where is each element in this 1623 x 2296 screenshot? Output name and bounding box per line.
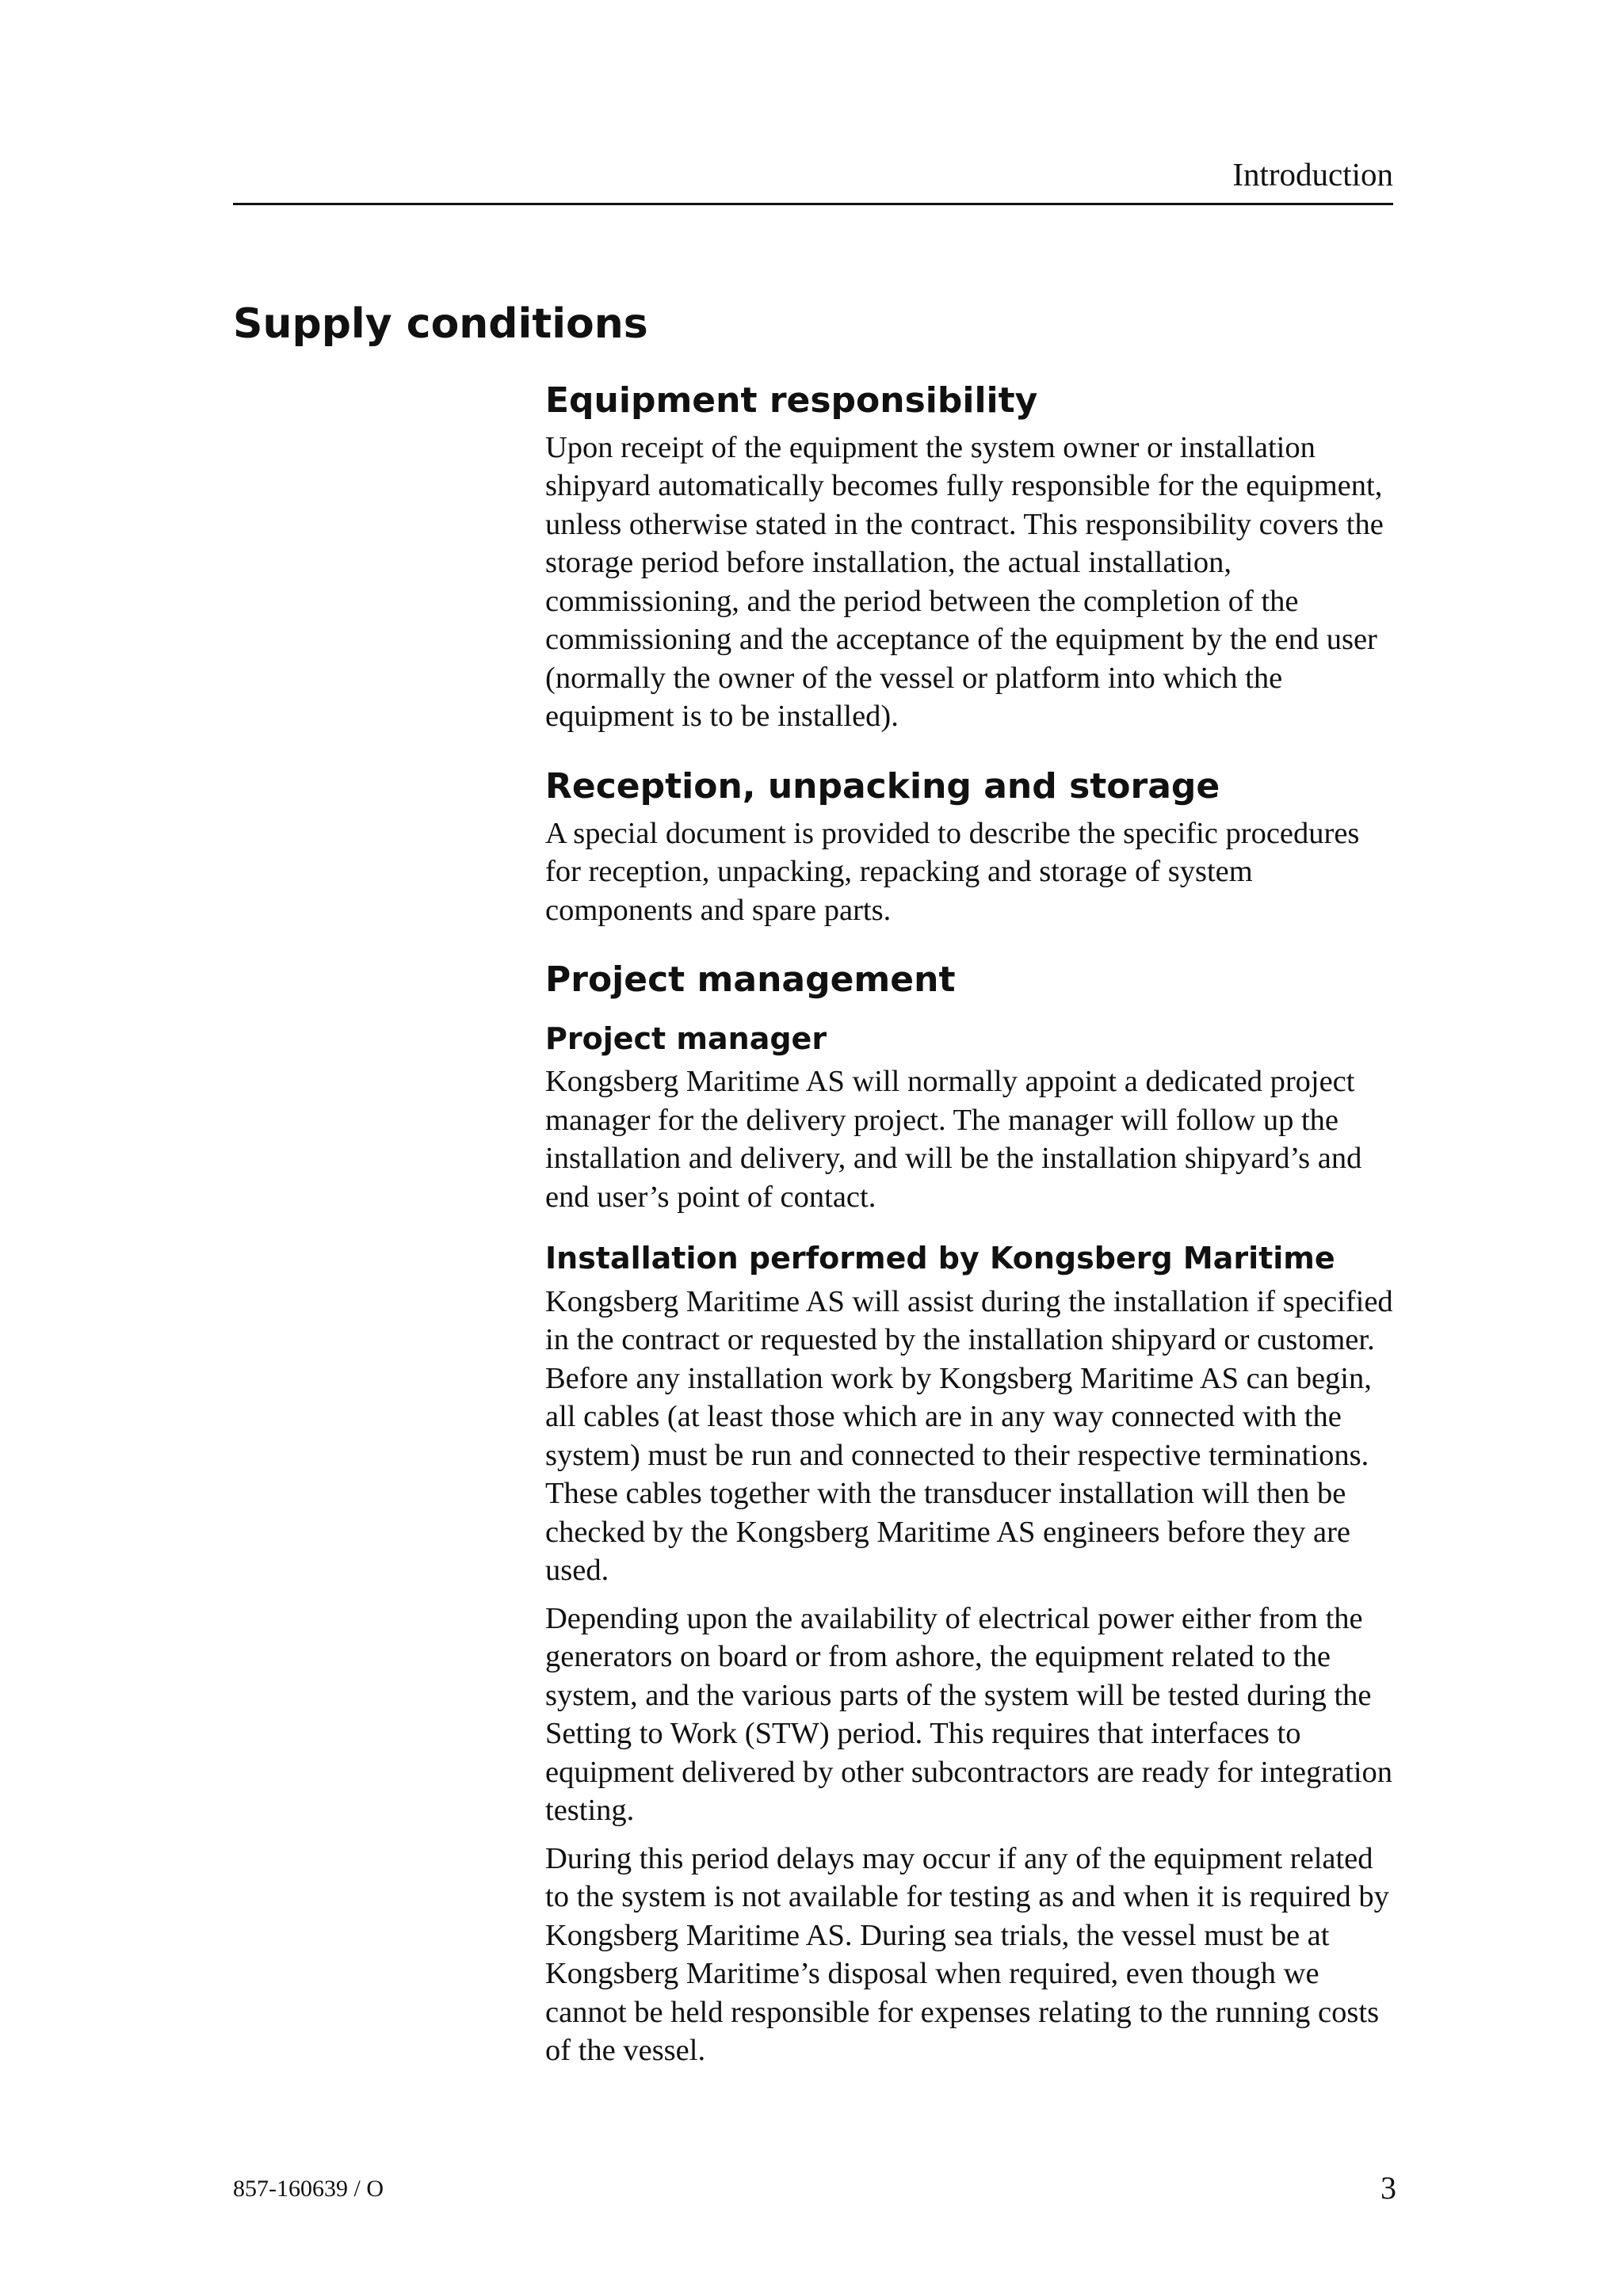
installation-paragraph-3: During this period delays may occur if any of the equipment related to the system is not available for testing as and when it is required by Kongsberg Maritime AS. During sea trials, the vessel must be at Kongsberg Maritime’s disposal when required, even though we cannot be held responsible for expenses relating to the running costs of the vessel. xyxy=(545,1841,1389,2068)
equipment-responsibility-heading: Equipment responsibility xyxy=(545,380,1038,421)
project-management-heading: Project management xyxy=(545,959,956,1001)
header-title: Introduction xyxy=(1232,156,1393,193)
content-column xyxy=(545,380,1397,2080)
installation-paragraph-1: Kongsberg Maritime AS will assist during the installation if specified in the contract or requested by the installation shipyard or customer. Before any installation work by Kongsberg Maritime AS can begin, all cables (at least those which are in any way connected with the system) must be run and connected to their respective terminations. These cables together with the transducer installation will then be checked by the Kongsberg Maritime AS engineers before they are used. xyxy=(545,1284,1393,1588)
page-number: 3 xyxy=(1381,2170,1396,2206)
reception-body: A special document is provided to describe the specific procedures for reception, unpacking, repacking and storage of system components and spare parts. xyxy=(545,816,1360,927)
document-number: 857-160639 / O xyxy=(233,2176,384,2202)
project-manager-heading: Project manager xyxy=(545,1020,827,1056)
project-manager-body: Kongsberg Maritime AS will normally appoint a dedicated project manager for the delivery project. The manager will follow up the installation and delivery, and will be the installation shipyard’s and end user’s point of contact. xyxy=(545,1065,1362,1214)
running-header xyxy=(233,151,1393,205)
installation-heading: Installation performed by Kongsberg Maritime xyxy=(545,1241,1335,1276)
reception-heading: Reception, unpacking and storage xyxy=(545,765,1220,807)
section-title: Supply conditions xyxy=(233,300,648,348)
installation-paragraph-2: Depending upon the availability of electrical power either from the generators on board or from ashore, the equipment related to the system, and the various parts of the system will be tested during the Setting to Work (STW) period. This requires that interfaces to equipment delivered by other subcontractors are ready for integration testing. xyxy=(545,1601,1393,1828)
equipment-responsibility-body: Upon receipt of the equipment the system owner or installation shipyard automatically becomes fully responsible for the equipment, unless otherwise stated in the contract. This responsibility covers the storage period before installation, the actual installation, commissioning, and the period between the completion of the commissioning and the acceptance of the equipment by the end user (normally the owner of the vessel or platform into which the equipment is to be installed). xyxy=(545,430,1384,734)
